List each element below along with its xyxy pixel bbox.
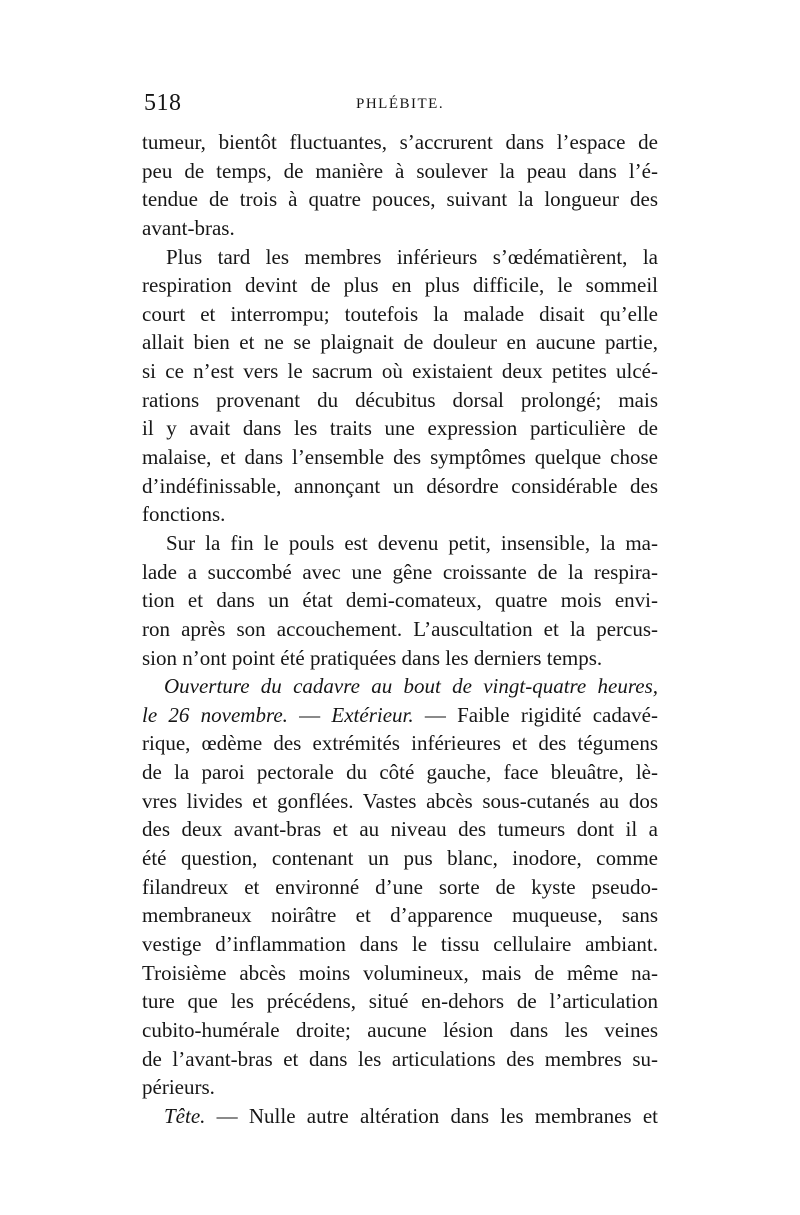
text-line: d’indéfinissable, annonçant un désordre considérable des: [142, 473, 658, 498]
autopsy-heading: Ouverture du cadavre au bout de vingt-quatre heures,: [164, 674, 658, 699]
text-line: [142, 701, 658, 730]
running-head: PHLÉBITE.: [356, 96, 445, 112]
text-line: ron après son accouchement. L’auscultation et la percus-: [142, 616, 658, 641]
text-line: tumeur, bientôt fluctuantes, s’accrurent dans l’espace de: [142, 130, 658, 154]
text-line: filandreux et environné d’une sorte de kyste pseudo-: [142, 874, 658, 899]
exterior-heading: Extérieur.: [331, 702, 414, 727]
text-line: avant-bras.: [142, 215, 235, 240]
text-line: lade a succombé avec une gêne croissante de la respira-: [142, 559, 658, 584]
text-line: été question, contenant un pus blanc, inodore, comme: [142, 846, 658, 871]
text-run: — Nulle autre altération dans les membranes et: [205, 1103, 658, 1128]
text-line: tion et dans un état demi-comateux, quatre mois envi-: [142, 588, 658, 613]
body-text: [142, 128, 658, 1130]
page-header: [144, 88, 656, 124]
text-line: allait bien et ne se plaignait de douleur en aucune partie,: [142, 330, 658, 355]
autopsy-date: le 26 novembre.: [142, 702, 288, 727]
text-line: de l’avant-bras et dans les articulations des membres su-: [142, 1046, 658, 1071]
text-line: vres livides et gonflées. Vastes abcès sous-cutanés au dos: [142, 788, 658, 813]
text-line: des deux avant-bras et au niveau des tumeurs dont il a: [142, 817, 658, 842]
text-line: de la paroi pectorale du côté gauche, face bleuâtre, lè-: [142, 760, 658, 785]
text-line: rique, œdème des extrémités inférieures et des tégumens: [142, 731, 658, 756]
text-line: Sur la fin le pouls est devenu petit, insensible, la ma-: [166, 530, 658, 555]
dash: —: [287, 702, 332, 727]
text-line: il y avait dans les traits une expression particulière de: [142, 416, 658, 441]
text-line: [142, 1102, 658, 1131]
text-line: Plus tard les membres inférieurs s’œdématièrent, la: [166, 244, 658, 269]
text-line: respiration devint de plus en plus difficile, le sommeil: [142, 273, 658, 298]
text-line: cubito-humérale droite; aucune lésion dans les veines: [142, 1017, 658, 1042]
text-line: peu de temps, de manière à soulever la peau dans l’é-: [142, 158, 658, 183]
text-line: si ce n’est vers le sacrum où existaient deux petites ulcé-: [142, 359, 658, 384]
text-line: vestige d’inflammation dans le tissu cellulaire ambiant.: [142, 931, 658, 956]
text-run: — Faible rigidité cadavé-: [413, 702, 658, 727]
text-line: malaise, et dans l’ensemble des symptômes quelque chose: [142, 445, 658, 470]
text-line: court et interrompu; toutefois la malade disait qu’elle: [142, 301, 658, 326]
text-line: sion n’ont point été pratiquées dans les derniers temps.: [142, 645, 603, 670]
text-line: rations provenant du décubitus dorsal prolongé; mais: [142, 387, 658, 412]
text-line: fonctions.: [142, 502, 226, 527]
text-line: tendue de trois à quatre pouces, suivant la longueur des: [142, 187, 658, 212]
text-line: membraneux noirâtre et d’apparence muqueuse, sans: [142, 903, 658, 928]
text-line: [142, 672, 658, 701]
head-heading: Tête.: [164, 1103, 206, 1128]
page-number: 518: [144, 90, 182, 116]
text-line: ture que les précédens, situé en-dehors de l’articulation: [142, 989, 658, 1014]
text-line: Troisième abcès moins volumineux, mais de même na-: [142, 960, 658, 985]
text-line: périeurs.: [142, 1075, 215, 1100]
